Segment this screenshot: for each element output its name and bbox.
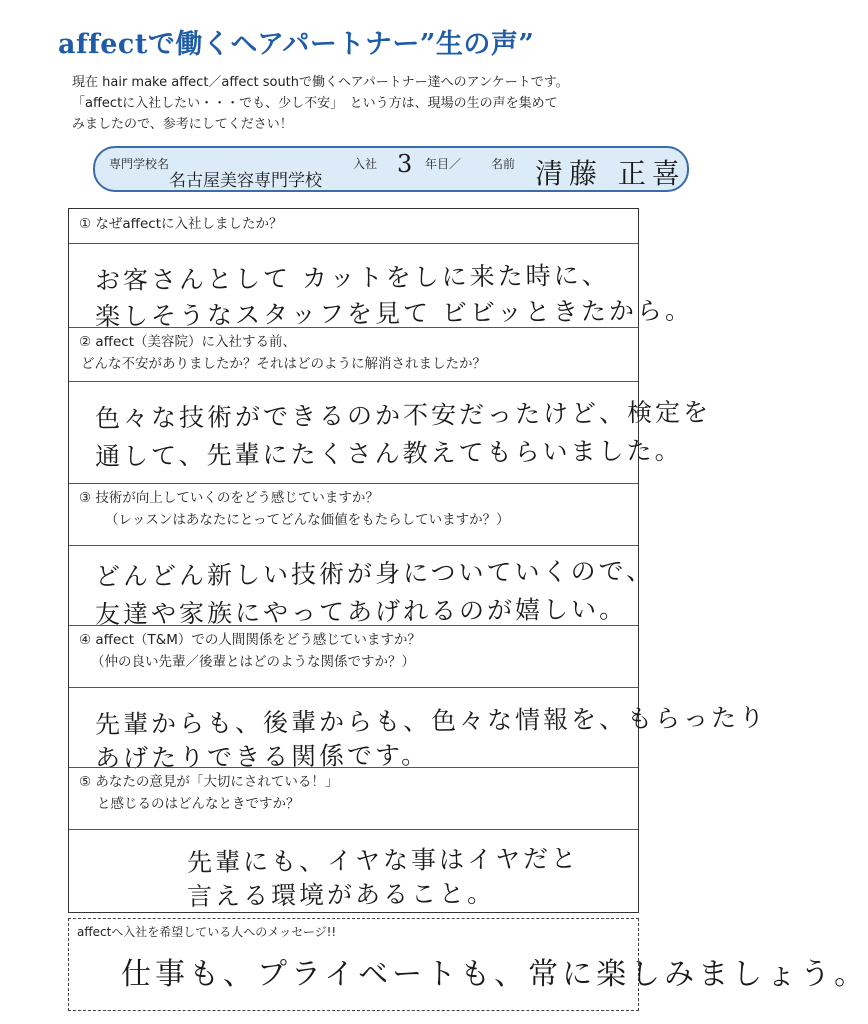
divider xyxy=(69,381,638,382)
question-3 xyxy=(79,487,510,531)
question-text: と感じるのはどんなときですか？ xyxy=(97,796,300,812)
message-box xyxy=(68,918,868,1011)
answer-line: 先輩にも、イヤな事はイヤだと xyxy=(186,843,580,877)
divider xyxy=(69,545,638,546)
answer-line: 先輩からも、後輩からも、色々な情報を、もらったり xyxy=(94,702,768,739)
answer-line: 通して、先輩にたくさん教えてもらいました。 xyxy=(94,435,683,471)
name-label: 名前 xyxy=(491,157,516,171)
answer-line: 楽しそうなスタッフを見て ビビッときたから。 xyxy=(94,295,694,331)
questionnaire-form xyxy=(68,208,768,913)
answer-line: あげたりできる関係です。 xyxy=(94,740,430,773)
question-text: ② affect（美容院）に入社する前、 xyxy=(79,334,296,350)
answer-line: 色々な技術ができるのか不安だったけど、検定を xyxy=(94,397,712,433)
answer-line: どんどん新しい技術が身についていくので、 xyxy=(94,556,655,591)
divider xyxy=(69,327,638,328)
page-title: affectで働くヘアパートナー”生の声” xyxy=(58,29,535,60)
question-2 xyxy=(79,331,486,375)
year-value: 3 xyxy=(397,150,413,178)
question-text: ① なぜaffectに入社しましたか？ xyxy=(79,216,283,232)
question-1 xyxy=(79,213,283,235)
question-5 xyxy=(79,771,338,815)
name-value: 清藤 正喜 xyxy=(535,157,686,190)
question-text: ④ affect（T&M）での人間関係をどう感じていますか？ xyxy=(79,632,421,648)
answer-line: お客さんとして カットをしに来た時に、 xyxy=(94,260,610,295)
intro-text xyxy=(72,72,672,135)
divider xyxy=(69,687,638,688)
divider xyxy=(69,829,638,830)
divider xyxy=(69,767,638,768)
message-label: affectへ入社を希望している人へのメッセージ!! xyxy=(77,925,337,939)
join-label: 入社 xyxy=(353,157,378,171)
question-text: ⑤ あなたの意見が「大切にされている！」 xyxy=(79,774,339,790)
divider xyxy=(69,483,638,484)
answer-line: 友達や家族にやってあげれるのが嬉しい。 xyxy=(94,594,628,629)
year-label: 年目／ xyxy=(425,157,462,171)
school-value: 名古屋美容専門学校 xyxy=(169,171,322,191)
divider xyxy=(69,243,638,244)
question-text: ③ 技術が向上していくのをどう感じていますか？ xyxy=(79,490,379,506)
question-text: どんな不安がありましたか？それはどのように解消されましたか？ xyxy=(81,356,486,372)
question-text: （レッスンはあなたにとってどんな価値をもたらしていますか？） xyxy=(105,512,510,528)
question-4 xyxy=(79,629,421,673)
intro-line: 「affectに入社したい・・・でも、少し不安」 という方は、現場の生の声を集めて xyxy=(72,96,558,111)
question-text: （仲の良い先輩／後輩とはどのような関係ですか？） xyxy=(91,654,415,670)
respondent-info-bar xyxy=(93,146,689,192)
school-label: 専門学校名 xyxy=(109,157,170,171)
intro-line: みましたので、参考にしてください！ xyxy=(72,117,293,132)
divider xyxy=(69,625,638,626)
answer-line: 言える環境があること。 xyxy=(186,878,496,911)
message-text: 仕事も、プライベートも、常に楽しみましょう。 xyxy=(121,957,868,992)
intro-line: 現在 hair make affect／affect southで働くヘアパートナー達へのアンケートです。 xyxy=(72,75,569,90)
